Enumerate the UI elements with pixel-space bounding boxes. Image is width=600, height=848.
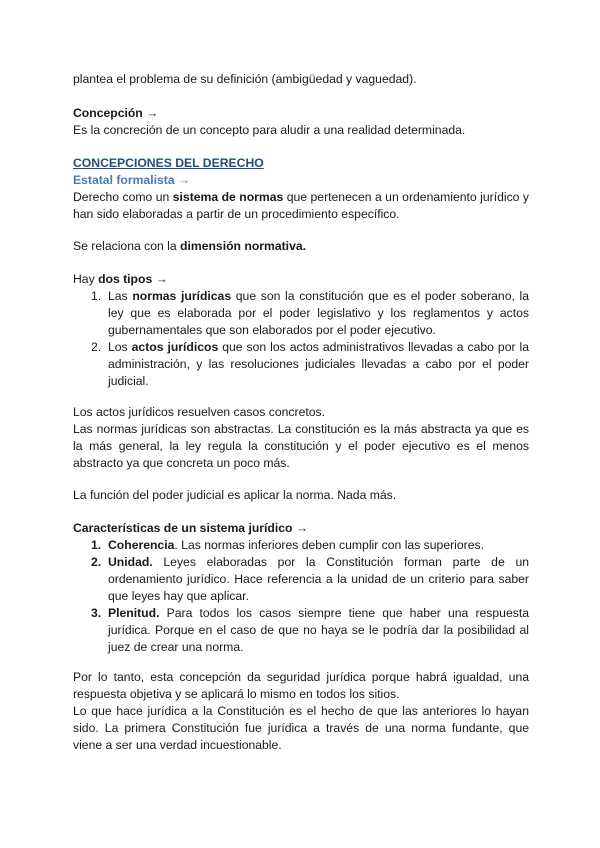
types-pre: Hay <box>73 272 99 286</box>
concepciones-section <box>73 155 529 223</box>
list-number: 1. <box>91 538 102 552</box>
acts-line-1: Los actos jurídicos resuelven casos concretos. <box>73 405 325 419</box>
item-pre: Las <box>108 289 133 303</box>
features-heading: Características de un sistema jurídico → <box>73 521 309 535</box>
item-bold: Unidad. <box>108 555 153 569</box>
list-number: 3. <box>91 606 102 620</box>
item-post: que son la constitución que es el poder soberano, la ley que es elaborada por el poder legislativo y los reglamentos y actos gubernamentales que son elaborados por el poder ejecutivo. <box>108 289 530 337</box>
list-item <box>73 537 529 554</box>
relation-pre: Se relaciona con la <box>73 239 181 253</box>
acts-paragraph <box>73 404 529 472</box>
list-item <box>73 605 529 656</box>
features-section <box>73 520 529 656</box>
types-bold: dos tipos → <box>98 272 168 286</box>
item-bold: Plenitud. <box>108 606 160 620</box>
item-post: Leyes elaboradas por la Constitución forman parte de un ordenamiento jurídico. Hace referencia a la unidad de un criterio para saber que leyes hay que aplicar. <box>108 555 529 603</box>
item-post: que son los actos administrativos llevadas a cabo por la administración, y las resoluciones judiciales llevadas a cabo por el poder judicial. <box>108 340 530 388</box>
item-bold: actos jurídicos <box>131 340 219 354</box>
acts-line-2: Las normas jurídicas son abstractas. La constitución es la más abstracta ya que es la más general, la ley regula la constitución y el poder ejecutivo es el menos abstracto ya que concreta un poco más. <box>73 422 529 470</box>
concepcion-text: Es la concreción de un concepto para aludir a una realidad determinada. <box>73 123 466 137</box>
judicial-paragraph <box>73 487 529 504</box>
definition-bold: sistema de normas <box>172 190 284 204</box>
intro-paragraph <box>73 71 529 88</box>
intro-line: plantea el problema de su definición (ambigüedad y vaguedad). <box>73 72 417 86</box>
judicial-text: La función del poder judicial es aplicar la norma. Nada más. <box>73 488 397 502</box>
item-post: Para todos los casos siempre tiene que haber una respuesta jurídica. Porque en el caso de que no haya se le podría dar la posibilidad al juez de crear una norma. <box>108 606 529 654</box>
conclusion-p1: Por lo tanto, esta concepción da seguridad jurídica porque habrá igualdad, una respuesta objetiva y se aplicará lo mismo en todos los sitios. <box>73 670 529 701</box>
features-list <box>73 537 529 656</box>
item-bold: Coherencia <box>108 538 175 552</box>
item-post: . Las normas inferiores deben cumplir con las superiores. <box>174 538 484 552</box>
conclusion-p2: Lo que hace jurídica a la Constitución es el hecho de que las anteriores lo hayan sido. La primera Constitución fue jurídica a través de una norma fundante, que viene a ser una verdad incuestionable. <box>73 704 529 752</box>
section-title: CONCEPCIONES DEL DERECHO <box>73 156 264 170</box>
types-list <box>73 288 529 390</box>
definition-post: que pertenecen a un ordenamiento jurídico y han sido elaboradas a partir de un procedimiento específico. <box>73 190 529 221</box>
list-item <box>73 554 529 605</box>
item-bold: normas jurídicas <box>132 289 232 303</box>
list-item <box>73 288 529 339</box>
definition-paragraph <box>73 189 529 223</box>
concepcion-heading: Concepción → <box>73 106 159 120</box>
list-item <box>73 339 529 390</box>
types-heading <box>73 271 529 288</box>
list-number: 2. <box>91 555 102 569</box>
section-subtitle: Estatal formalista → <box>73 173 191 187</box>
types-section <box>73 271 529 390</box>
conclusion-section <box>73 669 529 754</box>
relation-bold: dimensión normativa. <box>180 239 307 253</box>
concepcion-section <box>73 105 529 139</box>
item-pre: Los <box>108 340 132 354</box>
definition-pre: Derecho como un <box>73 190 173 204</box>
list-number: 2. <box>91 340 102 354</box>
relation-paragraph <box>73 238 529 255</box>
list-number: 1. <box>91 289 102 303</box>
